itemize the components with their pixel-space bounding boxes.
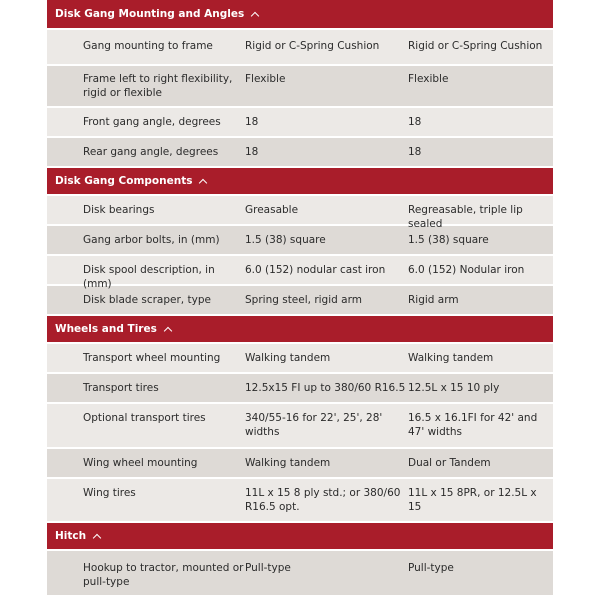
row-label: Rear gang angle, degrees — [83, 146, 219, 158]
table-row — [47, 374, 553, 404]
section-title: Wheels and Tires — [55, 323, 157, 335]
row-label: Gang arbor bolts, in (mm) — [83, 234, 220, 246]
row-label: Gang mounting to frame — [83, 40, 213, 52]
table-row — [47, 551, 553, 597]
row-label: Disk blade scraper, type — [83, 294, 211, 306]
row-value-2: 18 — [408, 146, 422, 158]
section-header-wheels-and-tires[interactable] — [47, 316, 553, 344]
row-value-1: 340/55-16 for 22', 25', 28' widths — [245, 412, 383, 438]
row-value-2: 12.5L x 15 10 ply — [408, 382, 500, 394]
row-value-1: 12.5x15 FI up to 380/60 R16.5 — [245, 382, 406, 394]
section-title: Disk Gang Components — [55, 175, 193, 187]
row-value-1: 6.0 (152) nodular cast iron — [245, 264, 386, 276]
section-header-hitch[interactable] — [47, 523, 553, 551]
table-row — [47, 138, 553, 168]
table-row — [47, 226, 553, 256]
table-row — [47, 66, 553, 108]
row-value-2: 16.5 x 16.1FI for 42' and 47' widths — [408, 412, 538, 438]
row-value-1: Pull-type — [245, 562, 291, 574]
row-value-2: Dual or Tandem — [408, 457, 491, 469]
row-value-2: Regreasable, triple lip sealed — [408, 204, 523, 230]
row-value-1: 11L x 15 8 ply std.; or 380/60 R16.5 opt. — [245, 487, 401, 513]
row-value-2: Flexible — [408, 73, 449, 85]
row-label: Disk spool description, in (mm) — [83, 264, 215, 290]
table-row — [47, 404, 553, 449]
table-row — [47, 30, 553, 66]
chevron-up-icon[interactable] — [199, 178, 207, 186]
row-value-2: Walking tandem — [408, 352, 494, 364]
row-label: Transport tires — [83, 382, 159, 394]
row-value-2: Rigid arm — [408, 294, 459, 306]
row-value-1: Spring steel, rigid arm — [245, 294, 362, 306]
table-row — [47, 449, 553, 479]
table-row — [47, 479, 553, 523]
row-label: Optional transport tires — [83, 412, 206, 424]
row-value-2: 18 — [408, 116, 422, 128]
row-value-1: Greasable — [245, 204, 299, 216]
spec-table — [47, 0, 553, 597]
row-value-2: Rigid or C-Spring Cushion — [408, 40, 543, 52]
table-row — [47, 196, 553, 230]
row-label: Hookup to tractor, mounted or pull-type — [83, 562, 244, 588]
table-row — [47, 286, 553, 316]
table-row — [47, 256, 553, 290]
chevron-up-icon[interactable] — [164, 326, 172, 334]
row-value-2: 1.5 (38) square — [408, 234, 489, 246]
row-value-1: Walking tandem — [245, 352, 331, 364]
table-row — [47, 344, 553, 374]
row-value-2: Pull-type — [408, 562, 454, 574]
row-label: Wing wheel mounting — [83, 457, 198, 469]
row-label: Front gang angle, degrees — [83, 116, 221, 128]
row-value-1: 1.5 (38) square — [245, 234, 326, 246]
row-label: Disk bearings — [83, 204, 155, 216]
chevron-up-icon[interactable] — [93, 533, 101, 541]
row-value-1: 18 — [245, 146, 259, 158]
row-value-2: 6.0 (152) Nodular iron — [408, 264, 525, 276]
row-value-2: 11L x 15 8PR, or 12.5L x 15 — [408, 487, 537, 513]
row-label: Frame left to right flexibility, rigid or flexible — [83, 73, 233, 99]
row-value-1: Walking tandem — [245, 457, 331, 469]
row-value-1: Flexible — [245, 73, 286, 85]
chevron-up-icon[interactable] — [251, 11, 259, 19]
row-value-1: 18 — [245, 116, 259, 128]
table-row — [47, 108, 553, 138]
section-title: Hitch — [55, 530, 87, 542]
section-header-disk-gang-mounting[interactable] — [47, 0, 553, 30]
row-label: Wing tires — [83, 487, 136, 499]
row-value-1: Rigid or C-Spring Cushion — [245, 40, 380, 52]
row-label: Transport wheel mounting — [83, 352, 221, 364]
section-header-disk-gang-components[interactable] — [47, 168, 553, 196]
section-title: Disk Gang Mounting and Angles — [55, 8, 245, 20]
